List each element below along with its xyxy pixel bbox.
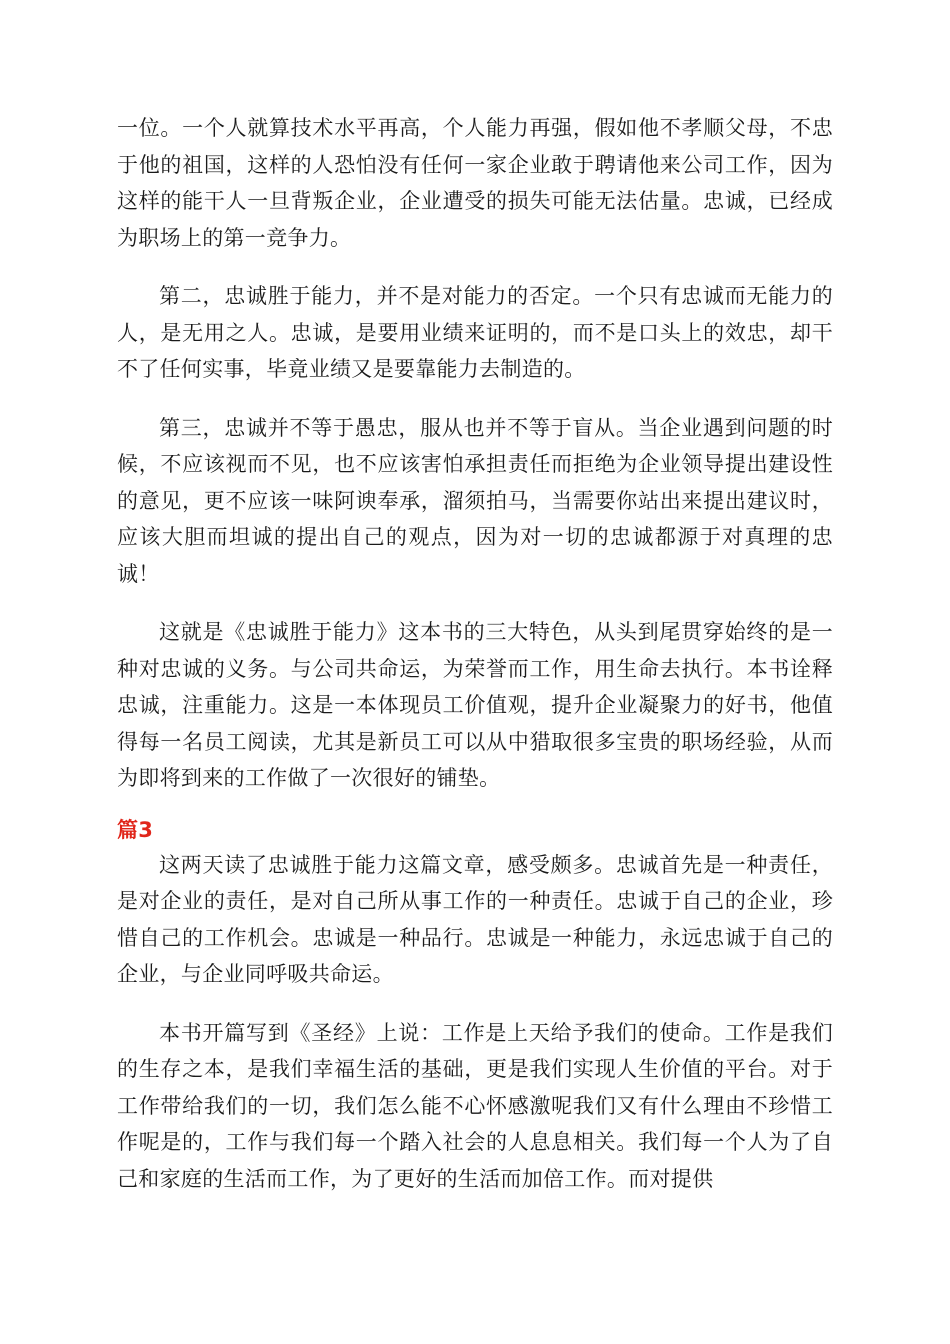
paragraph-second-point: 第二，忠诚胜于能力，并不是对能力的否定。一个只有忠诚而无能力的人，是无用之人。忠诚，是要用业绩来证明的，而不是口头上的效忠，却干不了任何实事，毕竟业绩又是要靠能力去制造的。	[117, 284, 833, 381]
paragraph-section3-intro: 这两天读了忠诚胜于能力这篇文章，感受颇多。忠诚首先是一种责任，是对企业的责任，是对自己所从事工作的一种责任。忠诚于自己的企业，珍惜自己的工作机会。忠诚是一种品行。忠诚是一种能力，永远忠诚于自己的企业，与企业同呼吸共命运。	[117, 852, 833, 986]
paragraph-summary: 这就是《忠诚胜于能力》这本书的三大特色，从头到尾贯穿始终的是一种对忠诚的义务。与公司共命运，为荣誉而工作，用生命去执行。本书诠释忠诚，注重能力。这是一本体现员工价值观，提升企业凝聚力的好书，他值得每一名员工阅读，尤其是新员工可以从中猎取很多宝贵的职场经验，从而为即将到来的工作做了一次很好的铺垫。	[117, 620, 833, 790]
section-heading: 篇3	[117, 817, 154, 842]
paragraph-section3-bible: 本书开篇写到《圣经》上说：工作是上天给予我们的使命。工作是我们的生存之本，是我们幸福生活的基础，更是我们实现人生价值的平台。对于工作带给我们的一切，我们怎么能不心怀感激呢我们又有什么理由不珍惜工作呢是的，工作与我们每一个踏入社会的人息息相关。我们每一个人为了自己和家庭的生活而工作，为了更好的生活而加倍工作。而对提供	[117, 1020, 833, 1191]
document-page	[117, 110, 833, 1219]
paragraph-third-point: 第三，忠诚并不等于愚忠，服从也并不等于盲从。当企业遇到问题的时候，不应该视而不见，也不应该害怕承担责任而拒绝为企业领导提出建设性的意见，更不应该一味阿谀奉承，溜须拍马，当需要你站出来提出建议时，应该大胆而坦诚的提出自己的观点，因为对一切的忠诚都源于对真理的忠诚！	[117, 415, 833, 586]
paragraph-continuation: 一位。一个人就算技术水平再高，个人能力再强，假如他不孝顺父母，不忠于他的祖国，这样的人恐怕没有任何一家企业敢于聘请他来公司工作，因为这样的能干人一旦背叛企业，企业遭受的损失可能无法估量。忠诚，已经成为职场上的第一竞争力。	[117, 116, 833, 250]
